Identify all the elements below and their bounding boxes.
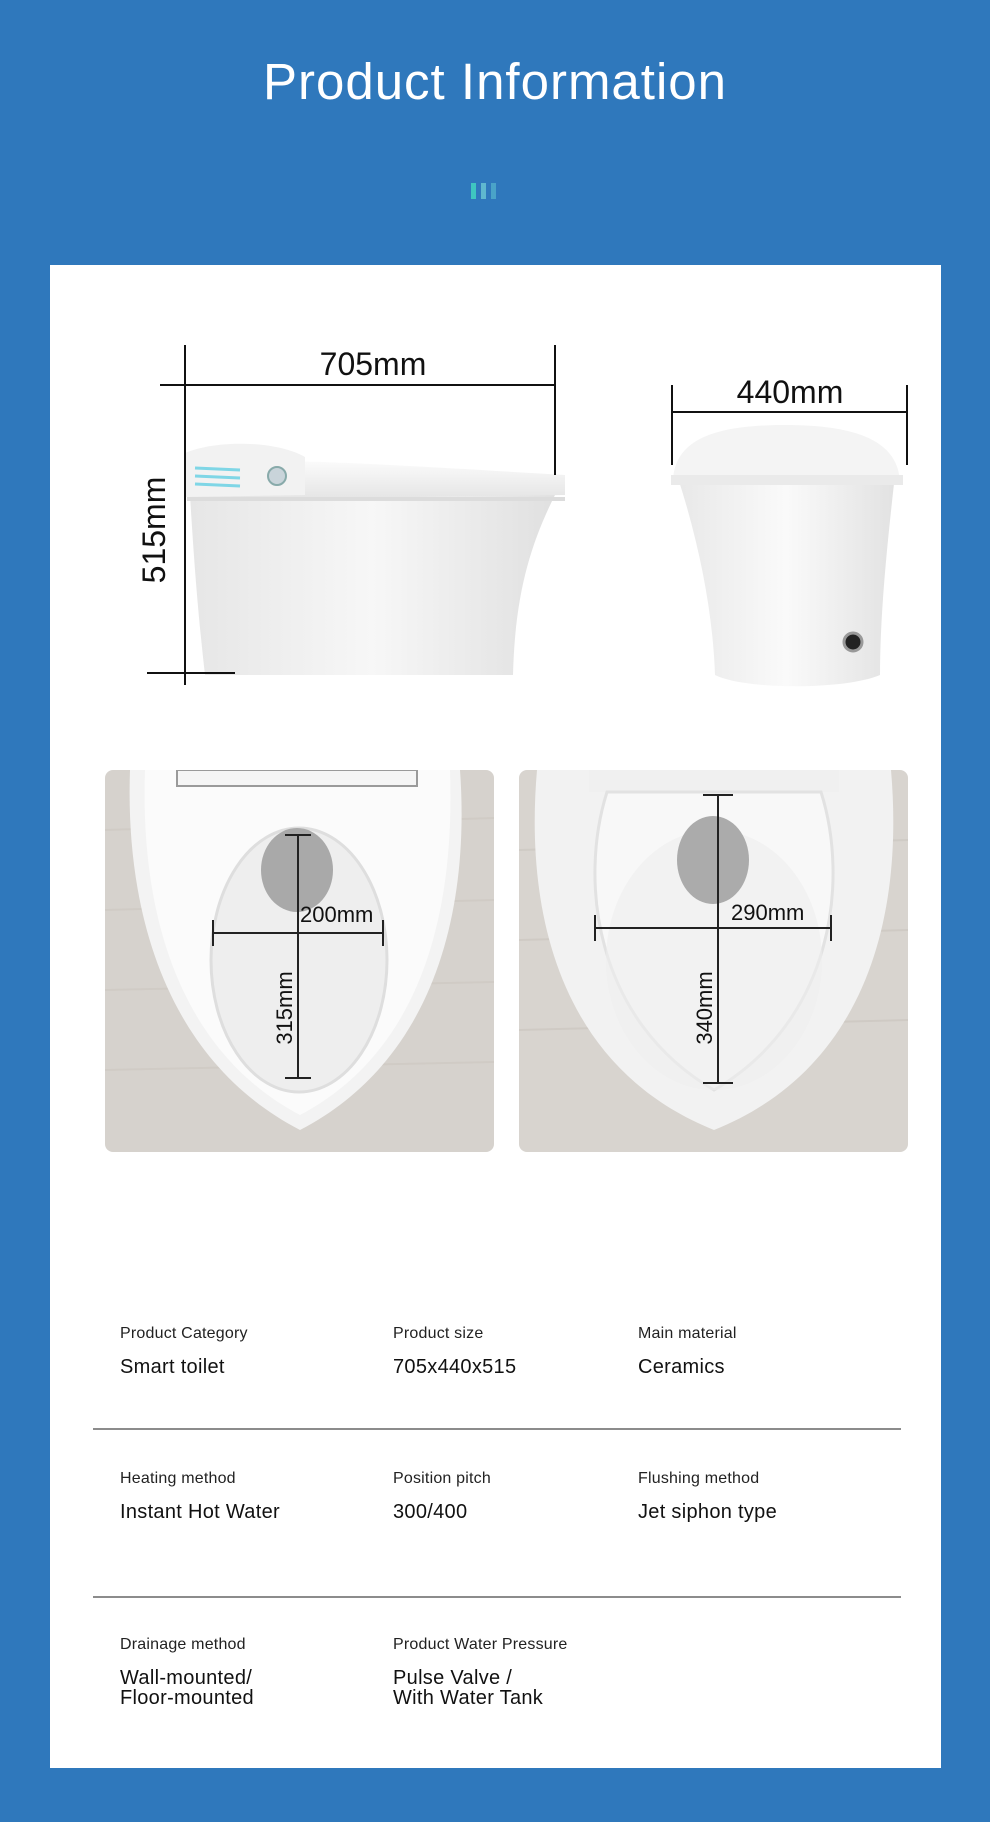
seat-photo-elongated <box>105 770 494 1152</box>
toilet-body <box>190 495 555 675</box>
spec-value: 705x440x515 <box>393 1356 517 1378</box>
page-title: Product Information <box>262 53 728 110</box>
width-dimension: 440mm <box>736 374 844 410</box>
spec-label: Position pitch <box>393 1470 491 1487</box>
title-decoration <box>471 183 501 199</box>
decoration-bar <box>471 183 476 199</box>
spec-item <box>393 1636 568 1708</box>
seat-width-right: 290mm <box>731 900 805 925</box>
spec-item <box>393 1470 491 1522</box>
spec-label: Product size <box>393 1325 484 1342</box>
spec-value: 300/400 <box>393 1501 468 1523</box>
spec-label: Heating method <box>120 1470 236 1487</box>
drain-port-icon <box>844 633 862 651</box>
decoration-bar <box>491 183 496 199</box>
height-dimension: 515mm <box>136 476 172 584</box>
spec-label: Drainage method <box>120 1636 246 1653</box>
spec-label: Main material <box>638 1325 737 1342</box>
spec-value: Pulse Valve / With Water Tank <box>393 1667 544 1709</box>
decoration-bar <box>481 183 486 199</box>
spec-label: Product Water Pressure <box>393 1636 568 1653</box>
spec-value: Smart toilet <box>120 1356 225 1378</box>
product-info-card <box>50 265 941 1768</box>
spec-item <box>120 1636 254 1708</box>
toilet-front-body <box>677 475 895 686</box>
spec-item <box>638 1325 737 1377</box>
spec-item <box>393 1325 516 1377</box>
spec-value: Jet siphon type <box>638 1501 778 1523</box>
spec-value: Ceramics <box>638 1356 725 1378</box>
spec-label: Product Category <box>120 1325 248 1342</box>
spec-item <box>638 1470 777 1522</box>
side-view-diagram <box>135 345 615 705</box>
seat-depth-left: 315mm <box>272 971 297 1045</box>
spec-value: Instant Hot Water <box>120 1501 280 1523</box>
spec-item <box>120 1470 280 1522</box>
length-dimension: 705mm <box>319 346 427 382</box>
spec-value: Wall-mounted/ Floor-mounted <box>120 1667 254 1709</box>
seat-depth-right: 340mm <box>692 971 717 1045</box>
spec-row <box>93 1598 901 1743</box>
spec-item <box>120 1325 248 1377</box>
spec-row <box>93 1430 901 1598</box>
spec-row <box>93 1285 901 1430</box>
seat-photo-round <box>519 770 908 1152</box>
front-view-diagram <box>605 345 925 705</box>
seat-width-left: 200mm <box>300 902 374 927</box>
spec-table <box>93 1285 901 1743</box>
control-knob-icon <box>268 467 286 485</box>
spec-label: Flushing method <box>638 1470 760 1487</box>
